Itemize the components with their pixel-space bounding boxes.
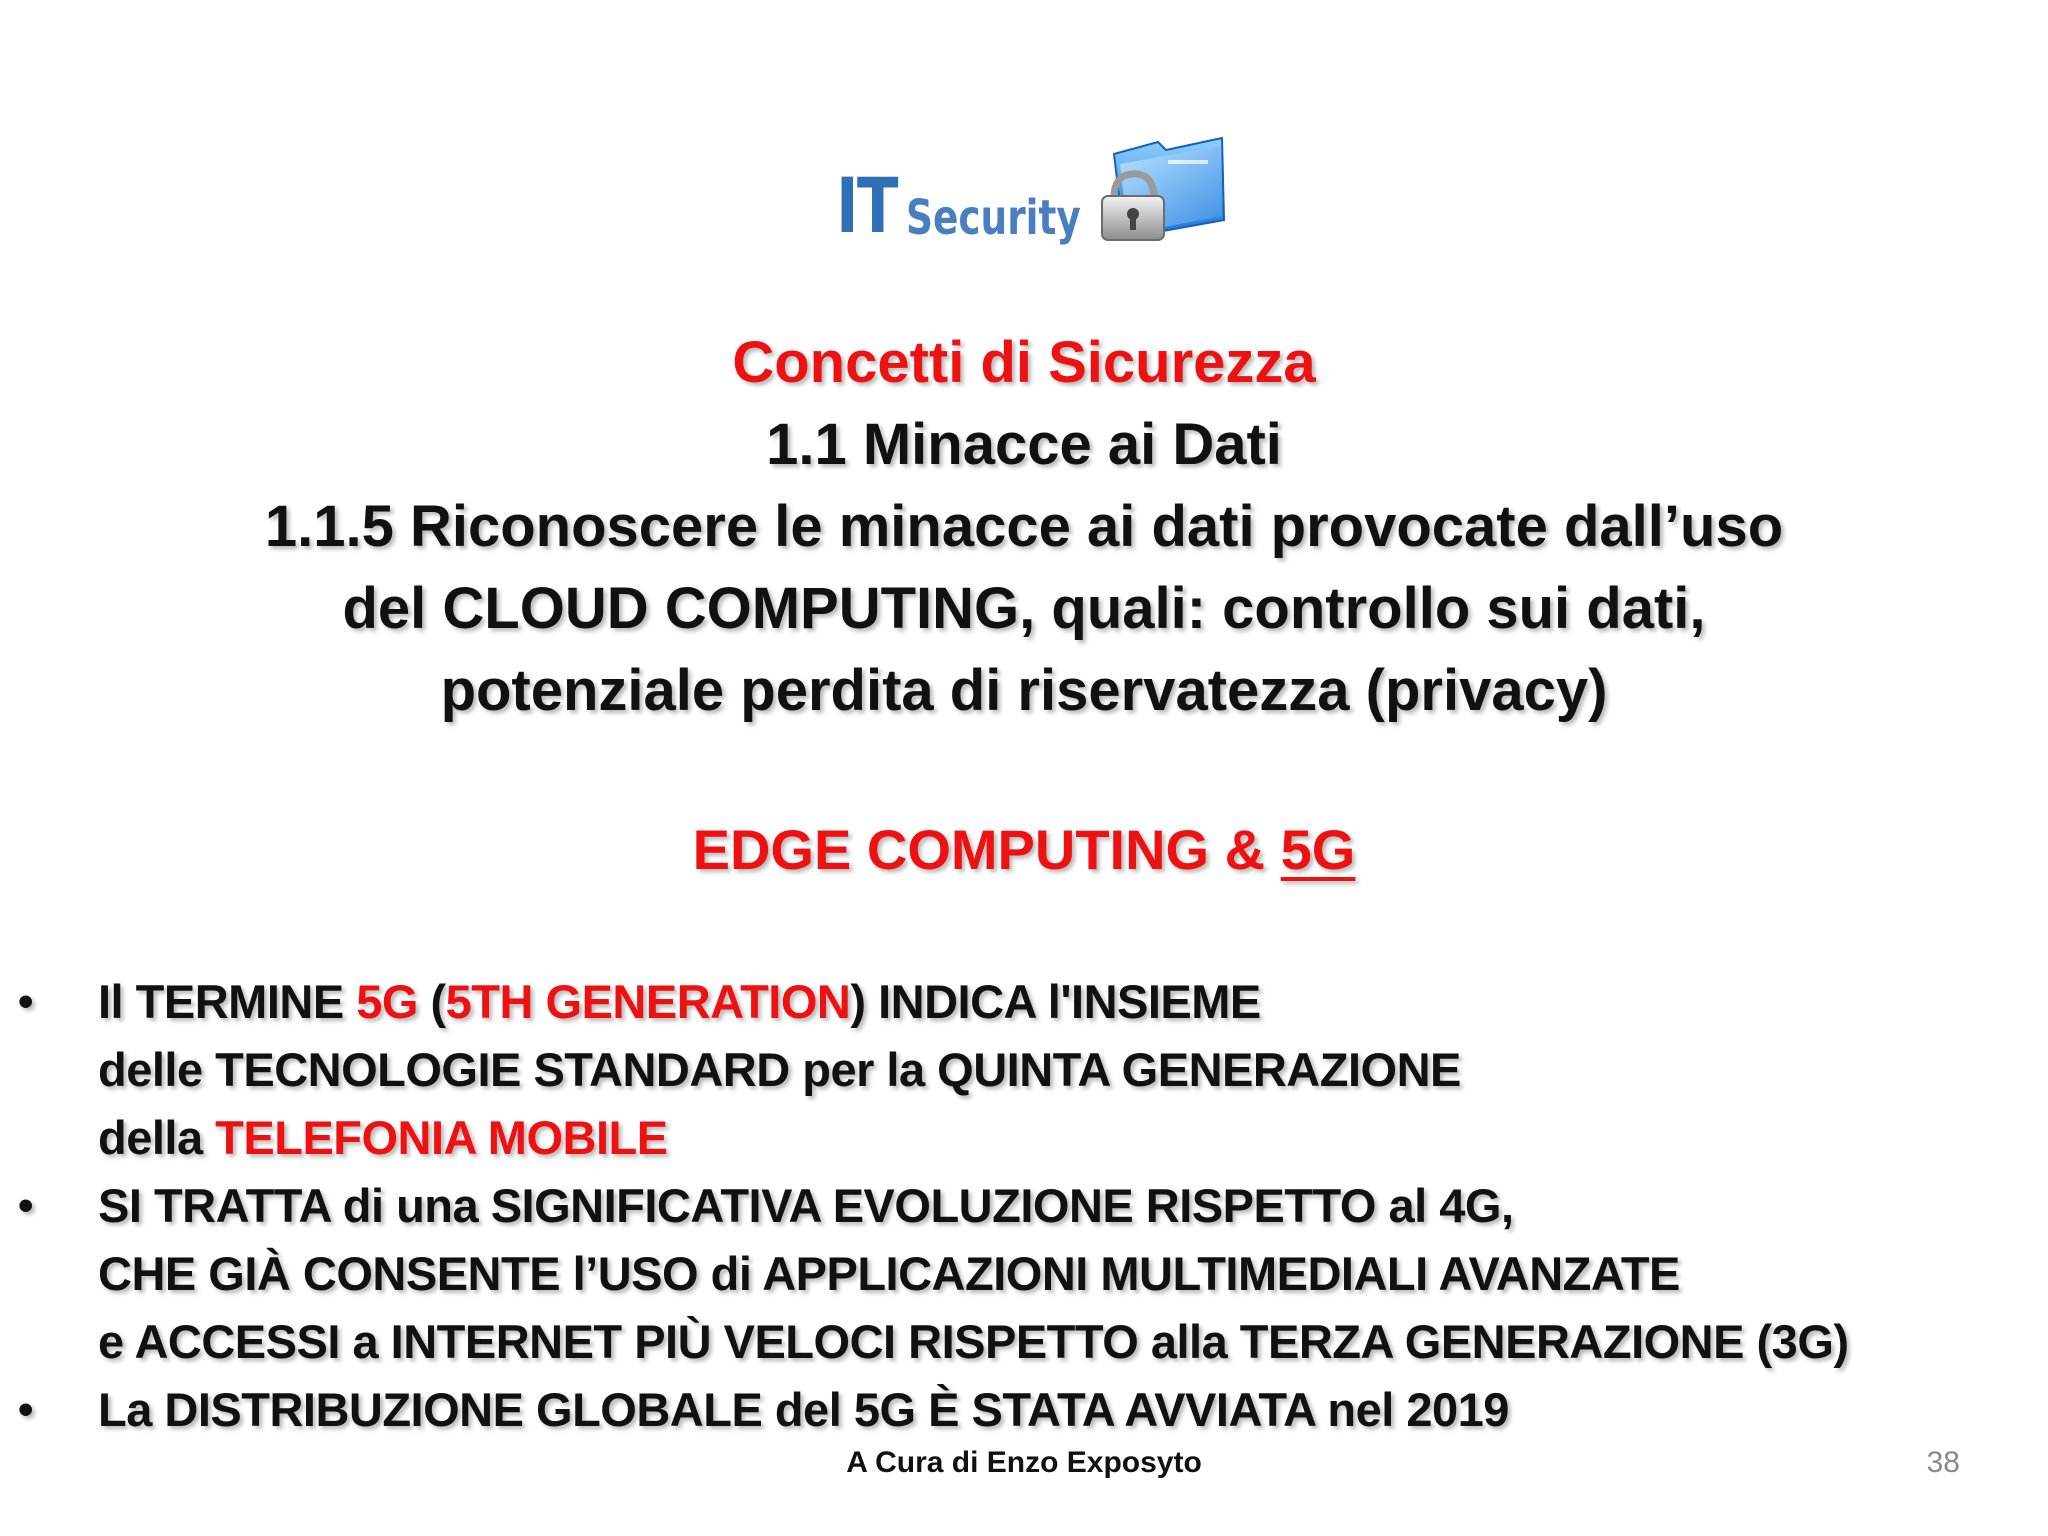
bullet-item: [18, 968, 1998, 1172]
title-line-5: potenziale perdita di riservatezza (privacy): [440, 658, 1608, 723]
bullet-marker: •: [18, 1385, 33, 1434]
bullet-text: e ACCESSI a INTERNET PIÙ VELOCI RISPETTO alla TERZA GENERAZIONE (3G): [98, 1315, 1849, 1368]
it-security-logo: [836, 136, 1226, 248]
title-line-3: 1.1.5 Riconoscere le minacce ai dati provocate dall’uso: [264, 494, 1784, 559]
section-heading-prefix: EDGE COMPUTING &: [692, 818, 1281, 881]
bullet-text: della: [98, 1111, 216, 1164]
bullet-text: CHE GIÀ CONSENTE l’USO di APPLICAZIONI MULTIMEDIALI AVANZATE: [98, 1247, 1680, 1300]
title-line-1: Concetti di Sicurezza: [732, 330, 1316, 395]
bullet-text: La DISTRIBUZIONE GLOBALE del 5G È STATA AVVIATA nel 2019: [98, 1383, 1509, 1436]
slide-title: [200, 322, 1848, 732]
bullet-text: ) INDICA l'INSIEME: [850, 975, 1261, 1028]
title-line-4: del CLOUD COMPUTING, quali: controllo sui dati,: [342, 576, 1706, 641]
bullet-list: [18, 968, 1998, 1444]
footer-author: A Cura di Enzo Exposyto: [846, 1446, 1202, 1479]
bullet-text: delle TECNOLOGIE STANDARD per la QUINTA GENERAZIONE: [98, 1043, 1461, 1096]
folder-padlock-icon: [1084, 136, 1226, 248]
bullet-highlight: 5TH GENERATION: [445, 975, 851, 1028]
bullet-highlight: 5G: [356, 975, 418, 1028]
page-number: 38: [1926, 1446, 1960, 1479]
bullet-item: [18, 1172, 1998, 1376]
section-heading: [200, 810, 1848, 890]
bullet-text: SI TRATTA di una SIGNIFICATIVA EVOLUZIONE RISPETTO al 4G,: [98, 1179, 1514, 1232]
bullet-text: (: [417, 975, 446, 1028]
bullet-item: [18, 1376, 1998, 1444]
title-line-2: 1.1 Minacce ai Dati: [766, 412, 1282, 477]
bullet-marker: •: [18, 977, 33, 1026]
logo-security-text: Security: [906, 190, 1081, 246]
section-heading-5g: 5G: [1280, 818, 1356, 881]
bullet-text: Il TERMINE: [98, 975, 357, 1028]
bullet-marker: •: [18, 1181, 33, 1230]
bullet-highlight: TELEFONIA MOBILE: [215, 1111, 668, 1164]
logo-it-text: IT: [836, 161, 897, 250]
